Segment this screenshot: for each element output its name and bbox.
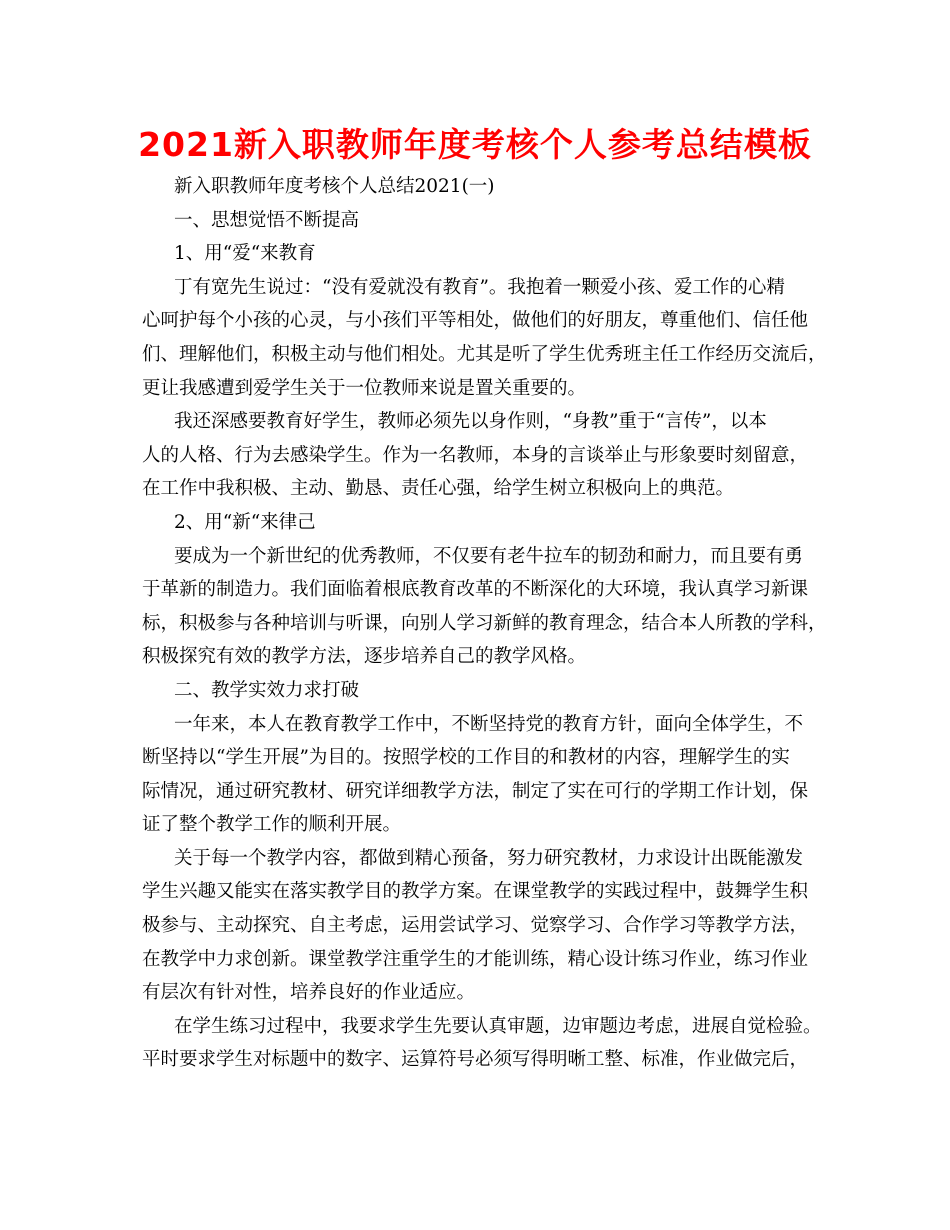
paragraph-line: 极参与、主动探究、自主考虑，运用尝试学习、觉察学习、合作学习等教学方法， [142, 915, 809, 937]
paragraph-line: 人的人格、行为去感染学生。作为一名教师，本身的言谈举止与形象要时刻留意， [142, 444, 809, 466]
paragraph-line: 平时要求学生对标题中的数字、运算符号必须写得明晰工整、标准，作业做完后， [142, 1049, 809, 1071]
subheading-1-2: 2、用“新“来律己 [174, 511, 316, 533]
paragraph-line: 要成为一个新世纪的优秀教师，不仅要有老牛拉车的韧劲和耐力，而且要有勇 [174, 545, 804, 567]
paragraph-line: 积极探究有效的教学方法，逐步培养自己的教学风格。 [142, 646, 587, 668]
paragraph-line: 丁有宽先生说过：“没有爱就没有教育”。我抱着一颗爱小孩、爱工作的心精 [174, 276, 785, 298]
document-title: 2021新入职教师年度考核个人参考总结模板 [138, 125, 812, 164]
document-body [142, 170, 827, 1077]
section-subtitle: 新入职教师年度考核个人总结2021(一) [174, 176, 495, 197]
heading-2: 二、教学实效力求打破 [174, 679, 360, 701]
paragraph-line: 在学生练习过程中，我要求学生先要认真审题，边审题边考虑，进展自觉检验。 [174, 1015, 822, 1037]
subheading-1-1: 1、用“爱“来教育 [174, 243, 316, 265]
heading-1: 一、思想觉悟不断提高 [174, 209, 360, 231]
paragraph-line: 更让我感遭到爱学生关于一位教师来说是置关重要的。 [142, 377, 587, 399]
paragraph-line: 们、理解他们，积极主动与他们相处。尤其是听了学生优秀班主任工作经历交流后， [142, 343, 827, 365]
paragraph-line: 于革新的制造力。我们面临着根底教育改革的不断深化的大环境，我认真学习新课 [142, 579, 809, 601]
paragraph-line: 断坚持以“学生开展”为目的。按照学校的工作目的和教材的内容，理解学生的实 [142, 747, 790, 769]
paragraph-line: 证了整个教学工作的顺利开展。 [142, 814, 402, 836]
paragraph-line: 际情况，通过研究教材、研究详细教学方法，制定了实在可行的学期工作计划，保 [142, 780, 809, 802]
paragraph-line: 关于每一个教学内容，都做到精心预备，努力研究教材，力求设计出既能激发 [174, 847, 804, 869]
paragraph-line: 学生兴趣又能实在落实教学目的教学方案。在课堂教学的实践过程中，鼓舞学生积 [142, 881, 809, 903]
paragraph-line: 标，积极参与各种培训与听课，向别人学习新鲜的教育理念，结合本人所教的学科， [142, 612, 827, 634]
paragraph-line: 有层次有针对性，培养良好的作业适应。 [142, 982, 476, 1004]
paragraph-line: 在教学中力求创新。课堂教学注重学生的才能训练，精心设计练习作业，练习作业 [142, 948, 809, 970]
paragraph-line: 一年来，本人在教育教学工作中，不断坚持党的教育方针，面向全体学生，不 [174, 713, 804, 735]
paragraph-line: 我还深感要教育好学生，教师必须先以身作则，“身教”重于“言传”，以本 [174, 411, 767, 433]
paragraph-line: 心呵护每个小孩的心灵，与小孩们平等相处，做他们的好朋友，尊重他们、信任他 [142, 310, 809, 332]
paragraph-line: 在工作中我积极、主动、勤恳、责任心强，给学生树立积极向上的典范。 [142, 478, 735, 500]
